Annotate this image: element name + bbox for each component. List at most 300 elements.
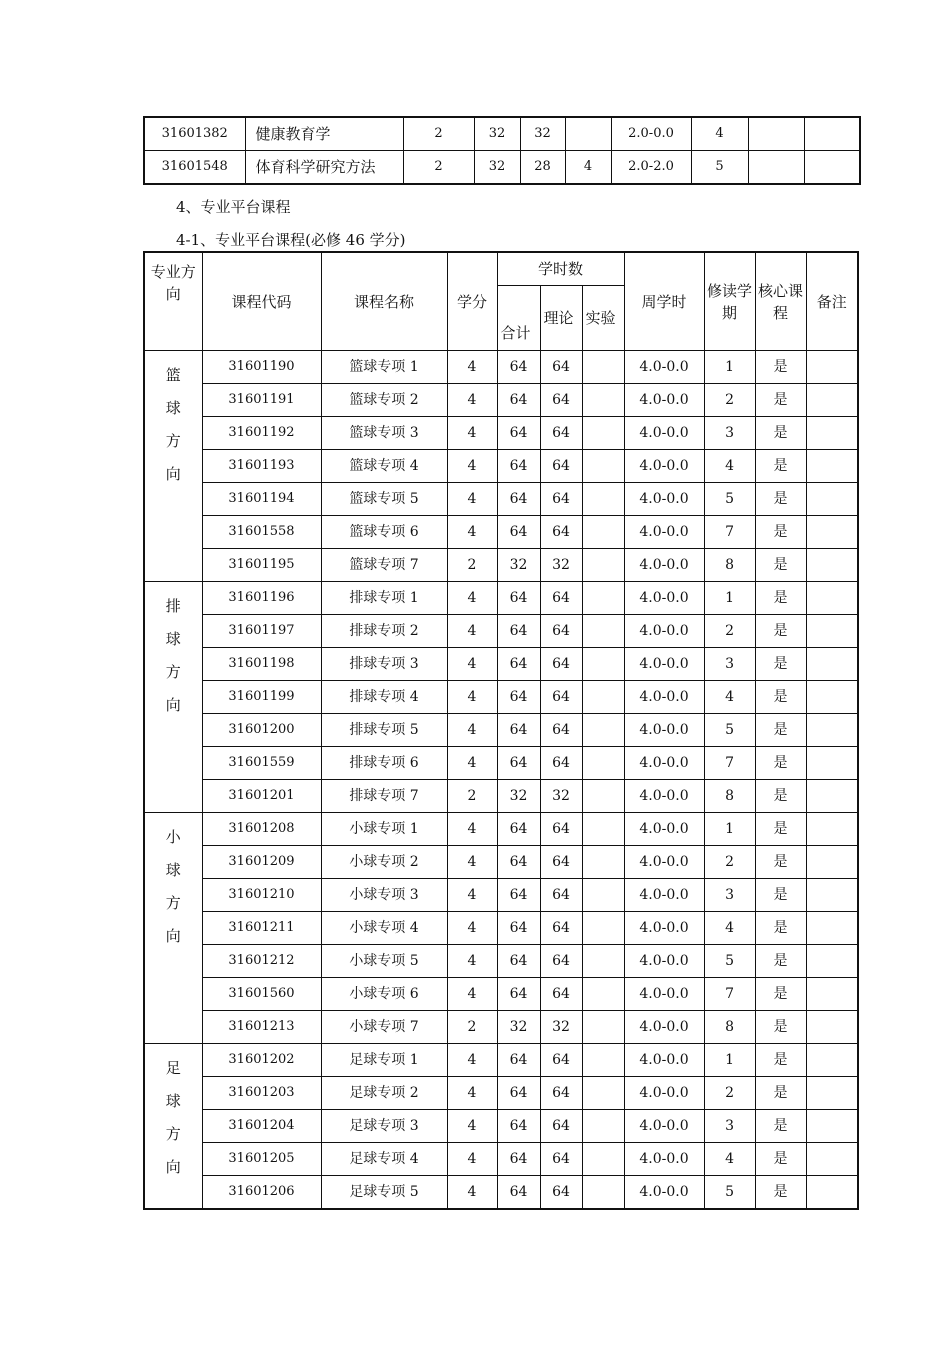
course-name: 小球专项 1	[321, 813, 447, 846]
note	[806, 780, 858, 813]
note	[806, 1077, 858, 1110]
course-code: 31601199	[202, 681, 321, 714]
note	[806, 978, 858, 1011]
lab-hours	[582, 516, 624, 549]
table-row	[144, 615, 858, 648]
total-hours: 64	[497, 483, 540, 516]
total-hours: 64	[497, 351, 540, 384]
credit: 4	[447, 714, 497, 747]
lab-hours	[582, 846, 624, 879]
weekly-hours: 4.0-0.0	[624, 582, 704, 615]
table-row	[144, 117, 860, 151]
lab-hours	[582, 450, 624, 483]
term: 4	[704, 912, 755, 945]
course-name: 篮球专项 3	[321, 417, 447, 450]
course-name: 篮球专项 2	[321, 384, 447, 417]
core-course: 是	[755, 384, 806, 417]
theory-hours: 64	[540, 978, 582, 1011]
table-row	[144, 1044, 858, 1077]
theory-hours: 64	[540, 516, 582, 549]
course-code: 31601205	[202, 1143, 321, 1176]
weekly-hours: 4.0-0.0	[624, 1011, 704, 1044]
weekly-hours: 4.0-0.0	[624, 450, 704, 483]
table-row	[144, 450, 858, 483]
note	[806, 747, 858, 780]
lab-hours	[582, 978, 624, 1011]
course-code: 31601206	[202, 1176, 321, 1210]
term: 8	[704, 780, 755, 813]
note	[804, 151, 860, 185]
course-code: 31601195	[202, 549, 321, 582]
credit: 4	[447, 978, 497, 1011]
term: 5	[704, 1176, 755, 1210]
theory-hours: 32	[540, 780, 582, 813]
table-row	[144, 483, 858, 516]
course-name: 健康教育学	[245, 117, 403, 151]
total-hours: 32	[497, 549, 540, 582]
table-row	[144, 747, 858, 780]
lab-hours	[582, 549, 624, 582]
total-hours: 64	[497, 1077, 540, 1110]
lab-hours	[582, 1044, 624, 1077]
course-name: 足球专项 1	[321, 1044, 447, 1077]
course-code: 31601203	[202, 1077, 321, 1110]
theory-hours: 64	[540, 879, 582, 912]
credit: 4	[447, 879, 497, 912]
weekly-hours: 4.0-0.0	[624, 417, 704, 450]
lab-hours	[582, 648, 624, 681]
theory-hours: 32	[540, 1011, 582, 1044]
note	[806, 714, 858, 747]
theory-hours: 28	[520, 151, 565, 185]
note	[806, 681, 858, 714]
lab-hours	[582, 912, 624, 945]
credit: 4	[447, 648, 497, 681]
term: 1	[704, 1044, 755, 1077]
table-row	[144, 648, 858, 681]
credit: 4	[447, 516, 497, 549]
theory-hours: 64	[540, 1077, 582, 1110]
lab-hours	[582, 681, 624, 714]
direction-char: 方	[165, 894, 181, 912]
core-course: 是	[755, 714, 806, 747]
core-course: 是	[755, 1143, 806, 1176]
lab-hours	[582, 1143, 624, 1176]
lab-hours	[582, 417, 624, 450]
credit: 4	[447, 1176, 497, 1210]
course-code: 31601560	[202, 978, 321, 1011]
note	[804, 117, 860, 151]
note	[806, 516, 858, 549]
note	[806, 1110, 858, 1143]
core-course: 是	[755, 450, 806, 483]
course-code: 31601548	[144, 151, 245, 185]
direction-char: 足	[165, 1059, 181, 1077]
credit: 2	[403, 151, 474, 185]
theory-hours: 64	[540, 384, 582, 417]
term: 8	[704, 1011, 755, 1044]
course-code: 31601212	[202, 945, 321, 978]
total-hours: 64	[497, 516, 540, 549]
total-hours: 32	[497, 1011, 540, 1044]
course-name: 排球专项 4	[321, 681, 447, 714]
core-course	[748, 117, 804, 151]
core-course: 是	[755, 912, 806, 945]
direction-cell	[144, 351, 202, 582]
credit: 2	[447, 1011, 497, 1044]
course-code: 31601198	[202, 648, 321, 681]
note	[806, 1143, 858, 1176]
term: 3	[704, 1110, 755, 1143]
table-row	[144, 417, 858, 450]
total-hours: 64	[497, 582, 540, 615]
note	[806, 549, 858, 582]
theory-hours: 64	[540, 912, 582, 945]
weekly-hours: 4.0-0.0	[624, 516, 704, 549]
course-name: 小球专项 4	[321, 912, 447, 945]
lab-hours	[565, 117, 611, 151]
table-row	[144, 714, 858, 747]
term: 4	[704, 681, 755, 714]
direction-char: 球	[165, 861, 181, 879]
header-total: 合计	[497, 286, 540, 351]
note	[806, 351, 858, 384]
weekly-hours: 4.0-0.0	[624, 681, 704, 714]
total-hours: 64	[497, 1143, 540, 1176]
course-name: 排球专项 1	[321, 582, 447, 615]
course-code: 31601210	[202, 879, 321, 912]
course-code: 31601193	[202, 450, 321, 483]
header-row	[144, 252, 858, 286]
total-hours: 64	[497, 1110, 540, 1143]
course-code: 31601202	[202, 1044, 321, 1077]
course-code: 31601192	[202, 417, 321, 450]
credit: 4	[447, 615, 497, 648]
total-hours: 64	[497, 1044, 540, 1077]
term: 5	[704, 483, 755, 516]
note	[806, 384, 858, 417]
course-code: 31601191	[202, 384, 321, 417]
direction-char: 向	[165, 465, 181, 483]
weekly-hours: 4.0-0.0	[624, 780, 704, 813]
term: 1	[704, 351, 755, 384]
note	[806, 912, 858, 945]
course-code: 31601213	[202, 1011, 321, 1044]
direction-char: 小	[165, 828, 181, 846]
direction-char: 方	[165, 432, 181, 450]
term: 4	[704, 450, 755, 483]
weekly-hours: 4.0-0.0	[624, 813, 704, 846]
course-name: 篮球专项 1	[321, 351, 447, 384]
weekly-hours: 4.0-0.0	[624, 615, 704, 648]
section-heading: 4、专业平台课程	[176, 198, 291, 216]
direction-char: 向	[165, 927, 181, 945]
weekly-hours: 2.0-2.0	[611, 151, 691, 185]
total-hours: 32	[474, 117, 520, 151]
theory-hours: 64	[540, 615, 582, 648]
term: 7	[704, 747, 755, 780]
lab-hours	[582, 351, 624, 384]
total-hours: 64	[497, 384, 540, 417]
total-hours: 32	[497, 780, 540, 813]
weekly-hours: 4.0-0.0	[624, 1176, 704, 1210]
total-hours: 32	[474, 151, 520, 185]
core-course: 是	[755, 681, 806, 714]
direction-char: 方	[165, 663, 181, 681]
lab-hours	[582, 780, 624, 813]
course-name: 排球专项 3	[321, 648, 447, 681]
note	[806, 945, 858, 978]
course-name: 小球专项 7	[321, 1011, 447, 1044]
note	[806, 1044, 858, 1077]
course-code: 31601196	[202, 582, 321, 615]
core-course: 是	[755, 945, 806, 978]
course-name: 排球专项 7	[321, 780, 447, 813]
table-row	[144, 1143, 858, 1176]
core-course: 是	[755, 978, 806, 1011]
core-course: 是	[755, 549, 806, 582]
theory-hours: 64	[540, 1110, 582, 1143]
total-hours: 64	[497, 978, 540, 1011]
theory-hours: 64	[540, 648, 582, 681]
course-code: 31601197	[202, 615, 321, 648]
course-code: 31601194	[202, 483, 321, 516]
term: 3	[704, 648, 755, 681]
note	[806, 450, 858, 483]
sub-heading: 4-1、专业平台课程(必修 46 学分)	[176, 231, 406, 249]
table-row	[144, 351, 858, 384]
platform-course-table	[143, 251, 859, 1210]
course-name: 小球专项 3	[321, 879, 447, 912]
direction-char: 篮	[165, 366, 181, 384]
header-weekly: 周学时	[624, 252, 704, 351]
lab-hours	[582, 714, 624, 747]
term: 2	[704, 615, 755, 648]
theory-hours: 64	[540, 714, 582, 747]
course-name: 篮球专项 7	[321, 549, 447, 582]
header-core: 核心课程	[755, 252, 806, 351]
note	[806, 615, 858, 648]
core-course: 是	[755, 648, 806, 681]
header-lab: 实验	[582, 286, 624, 351]
course-code: 31601201	[202, 780, 321, 813]
credit: 2	[447, 549, 497, 582]
course-name: 小球专项 5	[321, 945, 447, 978]
core-course: 是	[755, 516, 806, 549]
term: 2	[704, 384, 755, 417]
theory-hours: 32	[520, 117, 565, 151]
credit: 4	[447, 351, 497, 384]
term: 4	[704, 1143, 755, 1176]
term: 2	[704, 1077, 755, 1110]
lab-hours	[582, 1077, 624, 1110]
course-code: 31601559	[202, 747, 321, 780]
weekly-hours: 4.0-0.0	[624, 978, 704, 1011]
weekly-hours: 4.0-0.0	[624, 483, 704, 516]
total-hours: 64	[497, 417, 540, 450]
total-hours: 64	[497, 813, 540, 846]
theory-hours: 64	[540, 1176, 582, 1210]
weekly-hours: 4.0-0.0	[624, 1143, 704, 1176]
table-row	[144, 516, 858, 549]
course-name: 篮球专项 5	[321, 483, 447, 516]
total-hours: 64	[497, 648, 540, 681]
credit: 4	[447, 417, 497, 450]
credit: 4	[447, 483, 497, 516]
credit: 4	[447, 846, 497, 879]
theory-hours: 64	[540, 450, 582, 483]
core-course: 是	[755, 1110, 806, 1143]
header-name: 课程名称	[321, 252, 447, 351]
term: 3	[704, 879, 755, 912]
weekly-hours: 4.0-0.0	[624, 747, 704, 780]
lab-hours: 4	[565, 151, 611, 185]
lab-hours	[582, 945, 624, 978]
note	[806, 582, 858, 615]
lab-hours	[582, 384, 624, 417]
term: 3	[704, 417, 755, 450]
credit: 4	[447, 384, 497, 417]
previous-course-table	[143, 116, 861, 185]
credit: 4	[447, 450, 497, 483]
course-code: 31601209	[202, 846, 321, 879]
note	[806, 648, 858, 681]
term: 1	[704, 813, 755, 846]
direction-char: 向	[165, 1158, 181, 1176]
total-hours: 64	[497, 747, 540, 780]
term: 5	[691, 151, 748, 185]
course-name: 足球专项 4	[321, 1143, 447, 1176]
table-row	[144, 780, 858, 813]
table-row	[144, 846, 858, 879]
course-name: 小球专项 2	[321, 846, 447, 879]
course-name: 体育科学研究方法	[245, 151, 403, 185]
course-name: 排球专项 6	[321, 747, 447, 780]
total-hours: 64	[497, 450, 540, 483]
table-row	[144, 151, 860, 185]
credit: 2	[403, 117, 474, 151]
core-course: 是	[755, 846, 806, 879]
table-row	[144, 582, 858, 615]
header-hours: 学时数	[497, 252, 624, 286]
direction-cell	[144, 1044, 202, 1210]
core-course: 是	[755, 879, 806, 912]
core-course: 是	[755, 351, 806, 384]
lab-hours	[582, 615, 624, 648]
direction-char: 排	[165, 597, 181, 615]
course-name: 小球专项 6	[321, 978, 447, 1011]
course-code: 31601208	[202, 813, 321, 846]
lab-hours	[582, 483, 624, 516]
core-course: 是	[755, 780, 806, 813]
weekly-hours: 4.0-0.0	[624, 846, 704, 879]
header-credit: 学分	[447, 252, 497, 351]
table-row	[144, 813, 858, 846]
weekly-hours: 4.0-0.0	[624, 945, 704, 978]
lab-hours	[582, 1011, 624, 1044]
header-note: 备注	[806, 252, 858, 351]
term: 8	[704, 549, 755, 582]
lab-hours	[582, 747, 624, 780]
credit: 4	[447, 1110, 497, 1143]
total-hours: 64	[497, 615, 540, 648]
table-row	[144, 549, 858, 582]
table-row	[144, 1077, 858, 1110]
course-name: 篮球专项 6	[321, 516, 447, 549]
credit: 4	[447, 681, 497, 714]
course-code: 31601190	[202, 351, 321, 384]
direction-cell	[144, 582, 202, 813]
theory-hours: 64	[540, 813, 582, 846]
core-course: 是	[755, 1077, 806, 1110]
core-course: 是	[755, 1176, 806, 1210]
note	[806, 483, 858, 516]
term: 7	[704, 516, 755, 549]
table-row	[144, 1176, 858, 1210]
theory-hours: 64	[540, 351, 582, 384]
weekly-hours: 4.0-0.0	[624, 549, 704, 582]
note	[806, 417, 858, 450]
total-hours: 64	[497, 912, 540, 945]
table-row	[144, 978, 858, 1011]
course-code: 31601382	[144, 117, 245, 151]
table-row	[144, 681, 858, 714]
lab-hours	[582, 879, 624, 912]
direction-char: 球	[165, 1092, 181, 1110]
lab-hours	[582, 582, 624, 615]
core-course: 是	[755, 417, 806, 450]
theory-hours: 64	[540, 681, 582, 714]
course-name: 足球专项 3	[321, 1110, 447, 1143]
table-row	[144, 879, 858, 912]
credit: 4	[447, 747, 497, 780]
term: 4	[691, 117, 748, 151]
theory-hours: 64	[540, 945, 582, 978]
header-code: 课程代码	[202, 252, 321, 351]
table-row	[144, 384, 858, 417]
course-name: 足球专项 5	[321, 1176, 447, 1210]
credit: 4	[447, 582, 497, 615]
weekly-hours: 4.0-0.0	[624, 879, 704, 912]
course-name: 排球专项 5	[321, 714, 447, 747]
direction-cell	[144, 813, 202, 1044]
credit: 4	[447, 1077, 497, 1110]
theory-hours: 64	[540, 1044, 582, 1077]
core-course: 是	[755, 1044, 806, 1077]
term: 5	[704, 714, 755, 747]
credit: 4	[447, 813, 497, 846]
core-course: 是	[755, 582, 806, 615]
core-course	[748, 151, 804, 185]
total-hours: 64	[497, 879, 540, 912]
core-course: 是	[755, 1011, 806, 1044]
theory-hours: 64	[540, 417, 582, 450]
term: 2	[704, 846, 755, 879]
term: 7	[704, 978, 755, 1011]
weekly-hours: 4.0-0.0	[624, 1044, 704, 1077]
credit: 2	[447, 780, 497, 813]
total-hours: 64	[497, 846, 540, 879]
weekly-hours: 4.0-0.0	[624, 714, 704, 747]
core-course: 是	[755, 483, 806, 516]
total-hours: 64	[497, 714, 540, 747]
course-code: 31601558	[202, 516, 321, 549]
theory-hours: 32	[540, 549, 582, 582]
theory-hours: 64	[540, 582, 582, 615]
weekly-hours: 4.0-0.0	[624, 1110, 704, 1143]
table-row	[144, 912, 858, 945]
course-code: 31601204	[202, 1110, 321, 1143]
